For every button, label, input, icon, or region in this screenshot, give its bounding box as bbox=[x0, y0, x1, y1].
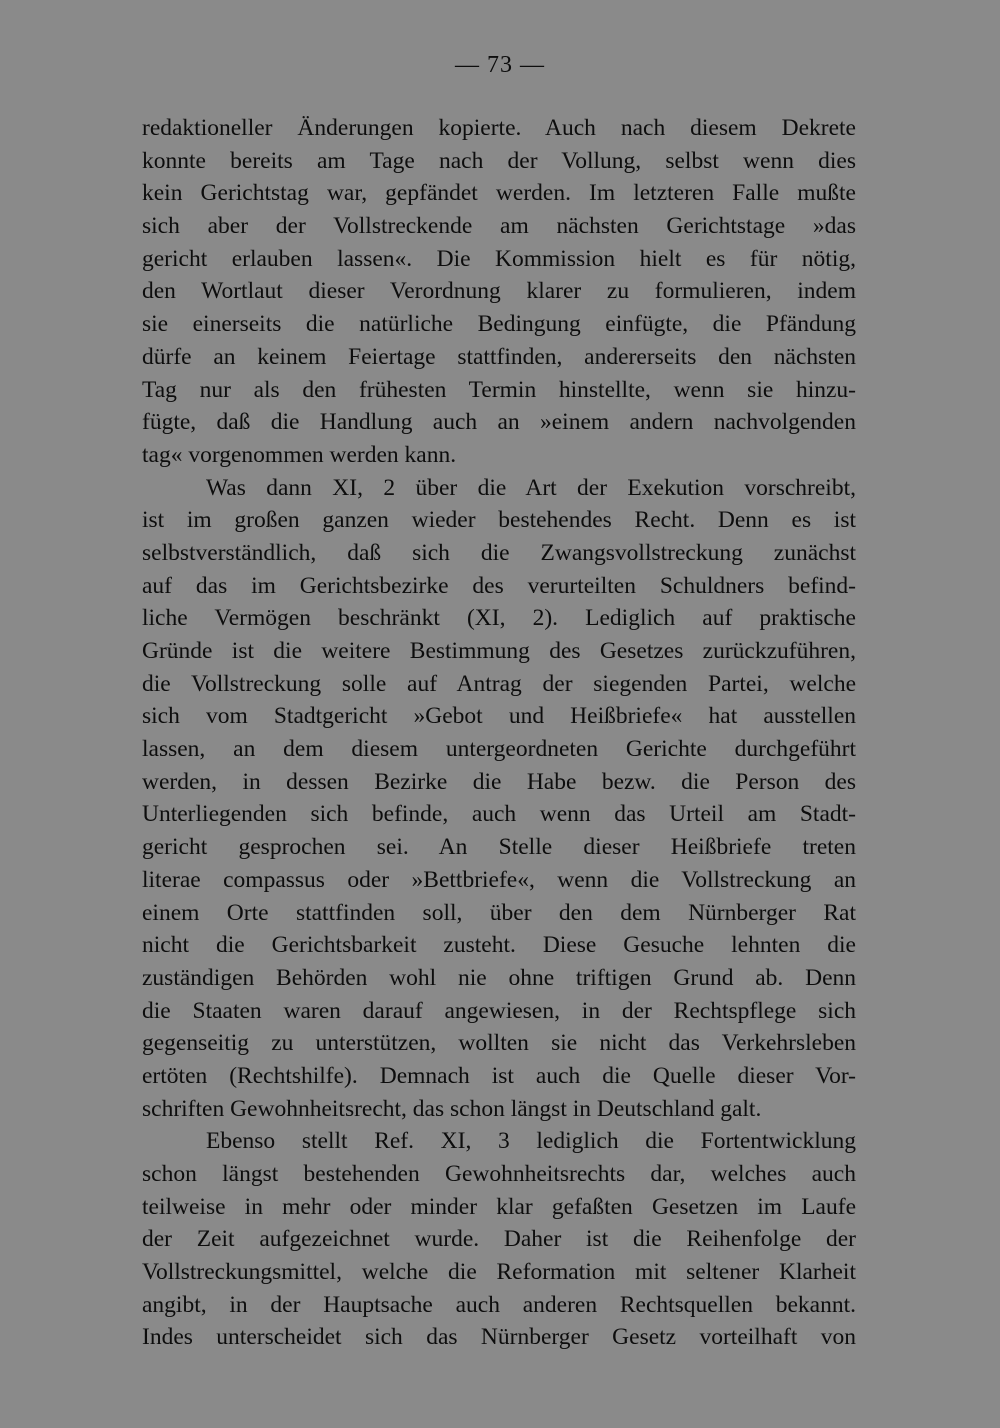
text-line: gericht gesprochen sei. An Stelle dieser Heißbriefe treten bbox=[142, 834, 856, 861]
text-line: der Zeit aufgezeichnet wurde. Daher ist die Reihenfolge der bbox=[142, 1226, 856, 1253]
text-line: angibt, in der Hauptsache auch anderen Rechtsquellen bekannt. bbox=[142, 1291, 856, 1318]
text-line: kein Gerichtstag war, gepfändet werden. Im letzteren Falle mußte bbox=[142, 180, 856, 207]
text-line: ertöten (Rechtshilfe). Demnach ist auch die Quelle dieser Vor- bbox=[142, 1062, 856, 1089]
text-line: gegenseitig zu unterstützen, wollten sie nicht das Verkehrsleben bbox=[142, 1030, 856, 1057]
text-line: liche Vermögen beschränkt (XI, 2). Lediglich auf praktische bbox=[142, 605, 856, 632]
text-line: zuständigen Behörden wohl nie ohne triftigen Grund ab. Denn bbox=[142, 964, 856, 991]
text-line: gericht erlauben lassen«. Die Kommission hielt es für nötig, bbox=[142, 245, 856, 272]
text-line: schriften Gewohnheitsrecht, das schon längst in Deutschland galt. bbox=[142, 1095, 762, 1122]
text-line: lassen, an dem diesem untergeordneten Gerichte durchgeführt bbox=[142, 736, 856, 763]
text-line: literae compassus oder »Bettbriefe«, wenn die Vollstreckung an bbox=[142, 866, 856, 893]
text-line: nicht die Gerichtsbarkeit zusteht. Diese Gesuche lehnten die bbox=[142, 932, 856, 959]
text-line: Tag nur als den frühesten Termin hinstellte, wenn sie hinzu- bbox=[142, 376, 856, 403]
body-text bbox=[142, 112, 856, 1354]
text-line: Gründe ist die weitere Bestimmung des Gesetzes zurückzuführen, bbox=[142, 638, 856, 664]
text-line: selbstverständlich, daß sich die Zwangsvollstreckung zunächst bbox=[142, 539, 856, 566]
text-line: den Wortlaut dieser Verordnung klarer zu formulieren, indem bbox=[142, 278, 856, 305]
text-line: die Staaten waren darauf angewiesen, in der Rechtspflege sich bbox=[142, 997, 856, 1024]
text-line: auf das im Gerichtsbezirke des verurteilten Schuldners befind- bbox=[142, 572, 856, 599]
page-number: — 73 — bbox=[455, 52, 545, 78]
text-line: tag« vorgenommen werden kann. bbox=[142, 441, 457, 468]
text-line: Indes unterscheidet sich das Nürnberger Gesetz vorteilhaft von bbox=[142, 1324, 856, 1351]
text-line: ist im großen ganzen wieder bestehendes Recht. Denn es ist bbox=[142, 507, 856, 534]
text-line: einem Orte stattfinden soll, über den dem Nürnberger Rat bbox=[142, 899, 856, 926]
text-line: dürfe an keinem Feiertage stattfinden, andererseits den nächsten bbox=[142, 343, 856, 370]
text-line: sich aber der Vollstreckende am nächsten Gerichtstage »das bbox=[142, 213, 856, 240]
text-line: Unterliegenden sich befinde, auch wenn das Urteil am Stadt- bbox=[142, 801, 856, 828]
text-line: redaktioneller Änderungen kopierte. Auch nach diesem Dekrete bbox=[142, 115, 856, 141]
text-line: Ebenso stellt Ref. XI, 3 lediglich die Fortentwicklung bbox=[206, 1128, 856, 1155]
text-line: konnte bereits am Tage nach der Vollung, selbst wenn dies bbox=[142, 147, 856, 174]
text-line: fügte, daß die Handlung auch an »einem andern nachvolgenden bbox=[142, 409, 856, 436]
text-line: sich vom Stadtgericht »Gebot und Heißbriefe« hat ausstellen bbox=[142, 703, 856, 730]
text-line: Was dann XI, 2 über die Art der Exekution vorschreibt, bbox=[206, 474, 856, 501]
text-line: die Vollstreckung solle auf Antrag der siegenden Partei, welche bbox=[142, 670, 856, 697]
text-line: Vollstreckungsmittel, welche die Reformation mit seltener Klarheit bbox=[142, 1259, 856, 1286]
text-line: teilweise in mehr oder minder klar gefaßten Gesetzen im Laufe bbox=[142, 1193, 856, 1220]
text-line: schon längst bestehenden Gewohnheitsrechts dar, welches auch bbox=[142, 1161, 856, 1187]
text-line: sie einerseits die natürliche Bedingung einfügte, die Pfändung bbox=[142, 311, 856, 338]
text-line: werden, in dessen Bezirke die Habe bezw. die Person des bbox=[142, 768, 856, 795]
